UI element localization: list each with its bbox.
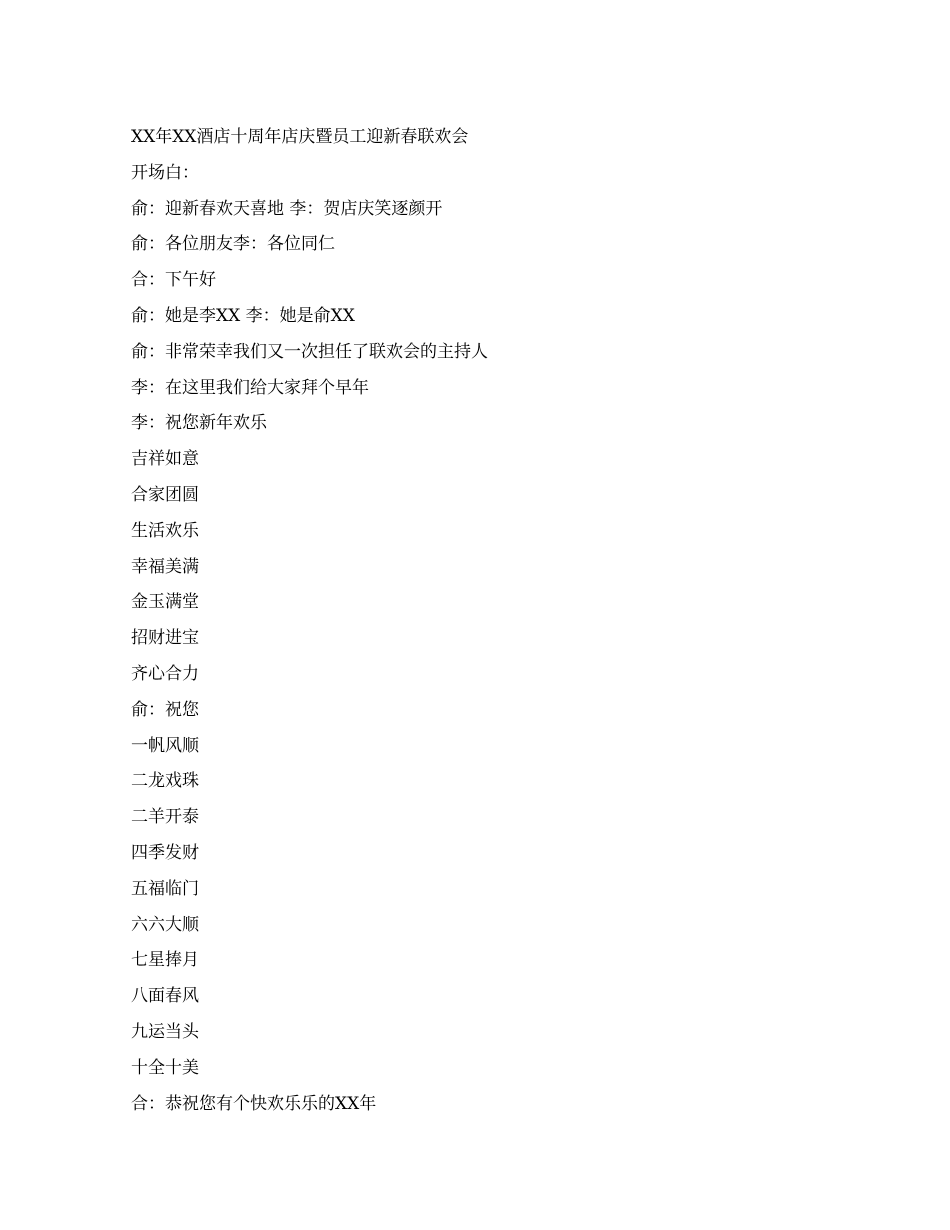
text-line: 俞：非常荣幸我们又一次担任了联欢会的主持人	[131, 341, 488, 362]
text-line: 俞：迎新春欢天喜地 李：贺店庆笑逐颜开	[131, 198, 443, 219]
text-line: 九运当头	[131, 1021, 199, 1042]
text-line: 合家团圆	[131, 484, 199, 505]
document-body	[131, 120, 831, 1122]
text-line: 十全十美	[131, 1057, 199, 1078]
text-line: 二龙戏珠	[131, 771, 199, 792]
text-line: 幸福美满	[131, 556, 199, 577]
text-line: 俞：祝您	[131, 699, 199, 720]
text-line: 七星捧月	[131, 950, 199, 971]
text-line: 二羊开泰	[131, 807, 199, 828]
text-line: 开场白：	[131, 162, 199, 183]
text-line: 吉祥如意	[131, 449, 199, 470]
text-line: 李：在这里我们给大家拜个早年	[131, 377, 369, 398]
text-line: 八面春风	[131, 986, 199, 1007]
text-line: 四季发财	[131, 842, 199, 863]
document-title: XX年XX酒店十周年店庆暨员工迎新春联欢会	[131, 127, 469, 147]
text-line: 金玉满堂	[131, 592, 199, 613]
text-line: 合：下午好	[131, 270, 216, 291]
text-line: 俞：各位朋友李：各位同仁	[131, 234, 335, 255]
text-line: 六六大顺	[131, 914, 199, 935]
text-line: 一帆风顺	[131, 735, 199, 756]
text-line: 招财进宝	[131, 628, 199, 649]
text-line: 俞：她是李XX 李：她是俞XX	[131, 305, 355, 326]
text-line: 合：恭祝您有个快欢乐乐的XX年	[131, 1093, 377, 1114]
text-line: 生活欢乐	[131, 520, 199, 541]
text-line: 李：祝您新年欢乐	[131, 413, 267, 434]
text-line: 五福临门	[131, 878, 199, 899]
text-line: 齐心合力	[131, 663, 199, 684]
